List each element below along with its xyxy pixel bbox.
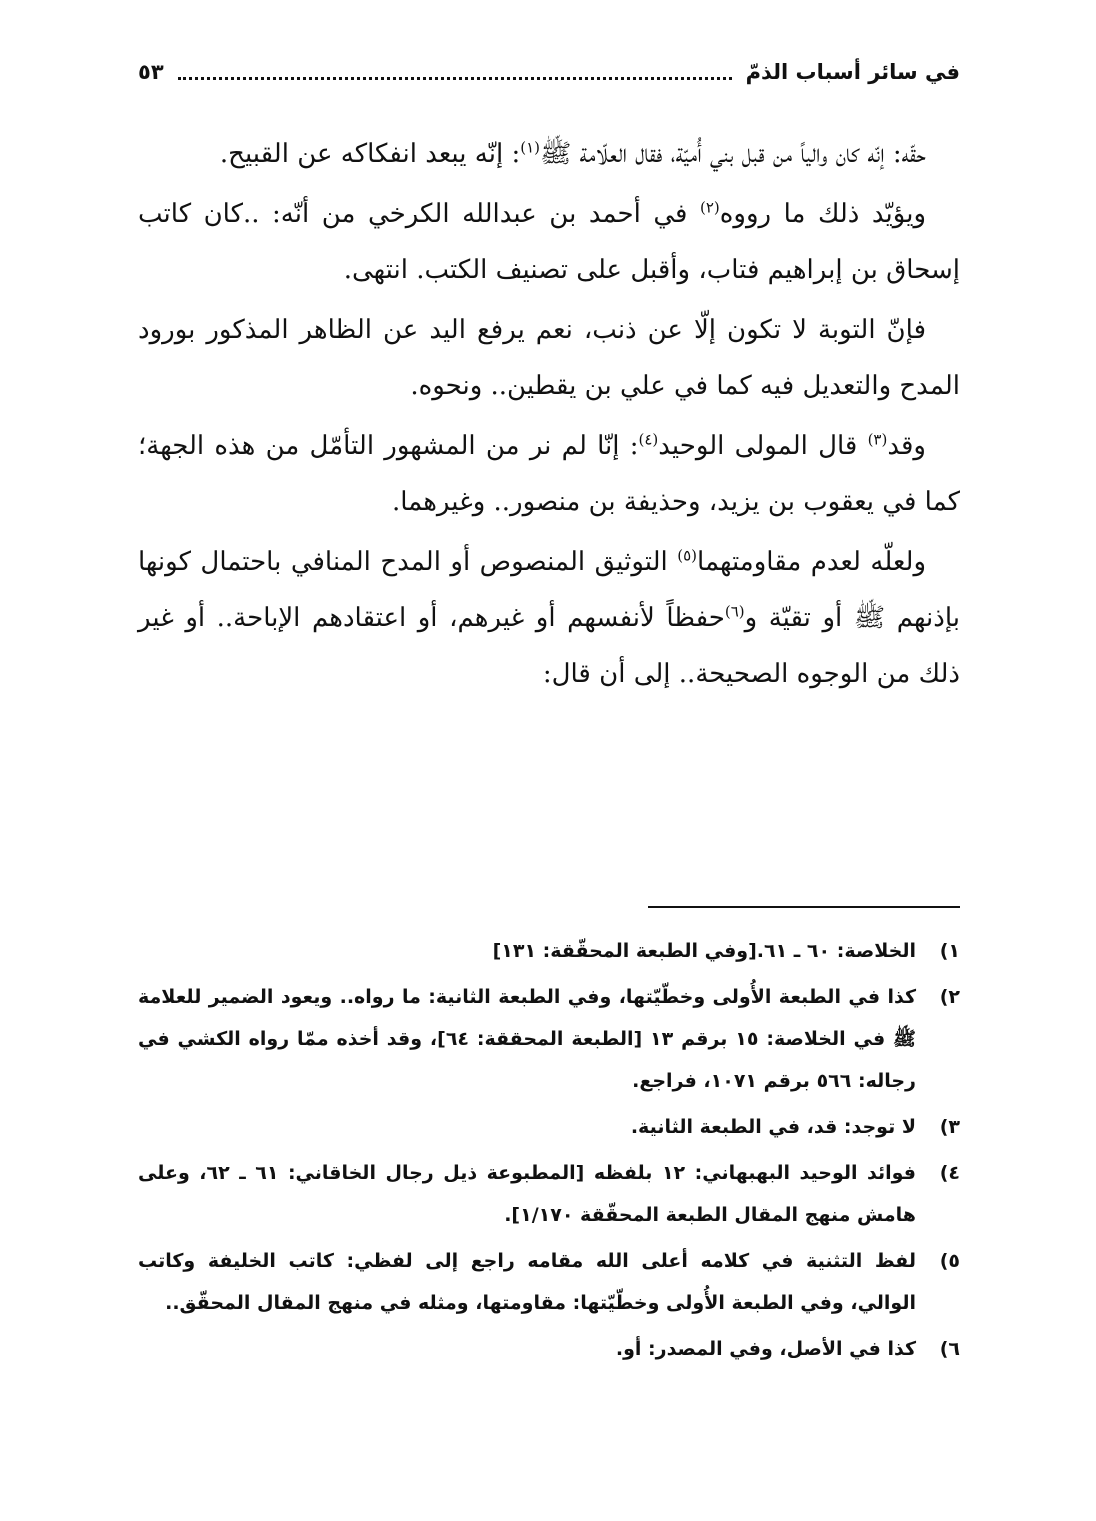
- footnote-text: فوائد الوحيد البهبهاني: ١٢ بلفظه [المطبوعة ذيل رجال الخاقاني: ٦١ ـ ٦٢، وعلى هامش منهج المقال الطبعة المحقّقة ١/١٧٠].: [138, 1162, 916, 1226]
- footnote-number: ٤): [939, 1162, 960, 1184]
- chapter-title: في سائر أسباب الذمّ: [745, 60, 960, 84]
- paragraph: [138, 126, 960, 182]
- paragraph: [138, 418, 960, 530]
- footnote-ref: (٤): [638, 430, 659, 449]
- text-run: : إنّه يبعد انفكاكه عن القبيح.: [219, 139, 521, 169]
- text-run: قال المولى الوحيد: [658, 431, 868, 461]
- footnote-number: ٦): [939, 1338, 960, 1360]
- text-run: التوثيق المنصوص أو المدح المنافي باحتمال كونها بإذنهم ﷺ أو تقيّة و: [138, 547, 960, 633]
- paragraph: [138, 534, 960, 702]
- footnote: [138, 1328, 960, 1370]
- text-run: فإنّ التوبة لا تكون إلّا عن ذنب، نعم يرفع اليد عن الظاهر المذكور بورود المدح والتعديل فيه كما في علي بن يقطين.. ونحوه.: [138, 315, 960, 401]
- footnote-number: ٣): [939, 1116, 960, 1138]
- footnote-number: ٢): [939, 986, 960, 1008]
- header-dot-leader: [178, 77, 732, 80]
- footnote: [138, 1152, 960, 1236]
- text-run: ويؤيّد ذلك ما رووه: [719, 199, 926, 229]
- footnote-separator: [648, 906, 960, 908]
- text-run: في أحمد بن عبدالله الكرخي من أنّه: ..كان كاتب إسحاق بن إبراهيم فتاب، وأقبل على تصنيف الكتب. انتهى.: [138, 199, 960, 285]
- footnote: [138, 1106, 960, 1148]
- text-run: حقّه: إنّه كان والياً من قبل بني أُميّة، فقال العلّامة ﷺ: [539, 139, 926, 169]
- running-header: [138, 52, 960, 92]
- footnote: [138, 930, 960, 972]
- footnote-ref: (٣): [867, 430, 888, 449]
- footnote-text: كذا في الطبعة الأُولى وخطّيّتها، وفي الطبعة الثانية: ما رواه.. ويعود الضمير للعلامة ﷺ في الخلاصة: ١٥ برقم ١٣ [الطبعة المحققة: ٦٤]، وقد أخذه ممّا رواه الكشي في رجاله: ٥٦٦ برقم ١٠٧١، فراجع.: [138, 986, 916, 1092]
- text-run: وقد: [887, 431, 926, 461]
- main-text: [138, 126, 960, 706]
- footnote-number: ١): [939, 940, 960, 962]
- footnote-text: لفظ التثنية في كلامه أعلى الله مقامه راجع إلى لفظي: كاتب الخليفة وكاتب الوالي، وفي الطبعة الأُولى وخطّيّتها: مقاومتها، ومثله في منهج المقال المحقّق..: [138, 1250, 916, 1314]
- footnote-ref: (٢): [699, 198, 720, 217]
- footnote: [138, 1240, 960, 1324]
- footnote-ref: (٥): [677, 546, 698, 565]
- footnote-ref: (١): [520, 138, 540, 157]
- footnotes: [138, 930, 960, 1374]
- footnote-text: لا توجد: قد، في الطبعة الثانية.: [630, 1116, 916, 1138]
- text-run: : إنّا لم نر من المشهور التأمّل من هذه الجهة؛ كما في يعقوب بن يزيد، وحذيفة بن منصور.. وغيرهما.: [138, 431, 960, 517]
- footnote-ref: (٦): [724, 602, 745, 621]
- text-run: حفظاً لأنفسهم أو غيرهم، أو اعتقادهم الإباحة.. أو غير ذلك من الوجوه الصحيحة.. إلى أن قال:: [138, 603, 960, 689]
- book-page: [138, 40, 960, 1490]
- text-run: ولعلّه لعدم مقاومتهما: [697, 547, 927, 577]
- footnote-number: ٥): [939, 1250, 960, 1272]
- page-number: ٥٣: [138, 60, 164, 84]
- paragraph: [138, 186, 960, 298]
- footnote-text: الخلاصة: ٦٠ ـ ٦١.[وفي الطبعة المحقّقة: ١٣١]: [492, 940, 916, 962]
- paragraph: [138, 302, 960, 414]
- footnote: [138, 976, 960, 1102]
- footnote-text: كذا في الأصل، وفي المصدر: أو.: [615, 1338, 916, 1360]
